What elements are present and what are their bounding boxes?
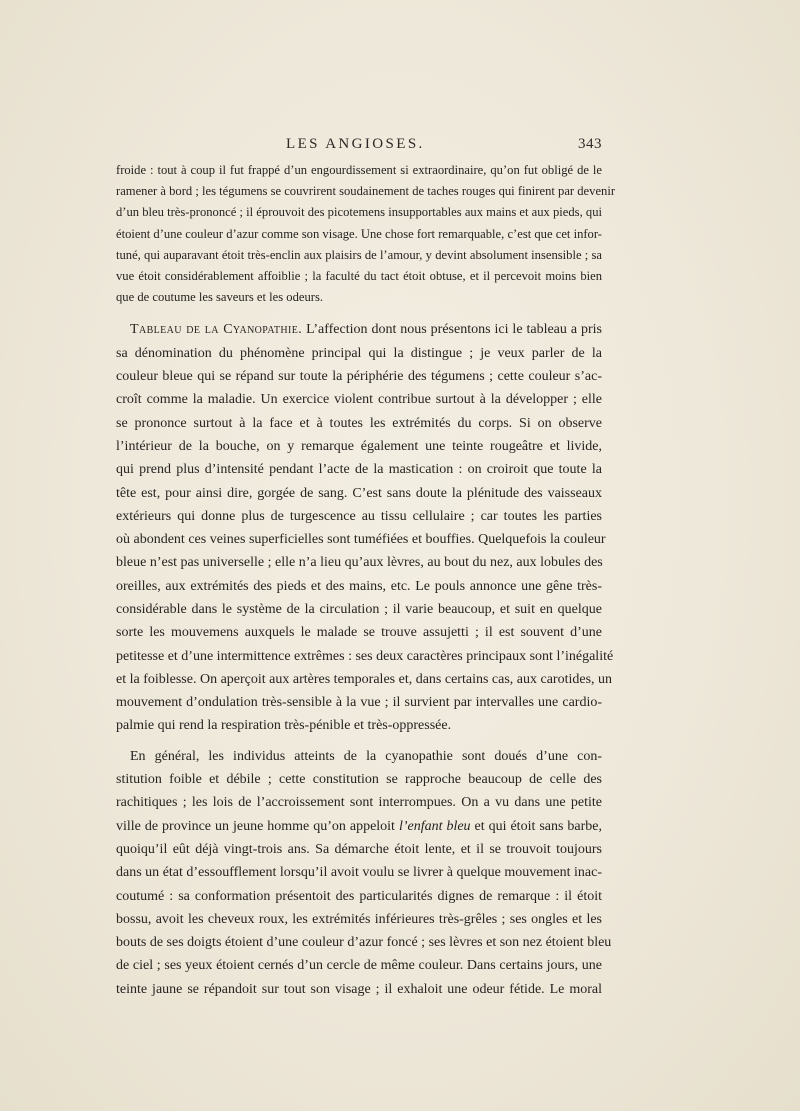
text-line: extérieurs qui donne plus de turgescence au tissu cellulaire ; car toutes les parties [116, 508, 602, 524]
text-run: et qui étoit sans barbe, [470, 818, 602, 834]
text-run: ville de province un jeune homme qu’on appeloit [116, 818, 399, 834]
text-line: sorte les mouvemens auxquels le malade se trouve assujetti ; il est souvent d’une [116, 625, 602, 641]
text-line: stitution foible et débile ; cette constitution se rapproche beaucoup de celle des [116, 772, 602, 788]
text-line: considérable dans le système de la circulation ; il varie beaucoup, et suit en quelque [116, 601, 602, 617]
text-line: couleur bleue qui se répand sur toute la périphérie des tégumens ; cette couleur s’ac- [116, 369, 602, 385]
text-line: qui prend plus d’intensité pendant l’acte de la mastication : on croiroit que toute la [116, 462, 602, 478]
text-line: oreilles, aux extrémités des pieds et des mains, etc. Le pouls annonce une gêne très- [116, 578, 602, 594]
text-line: se prononce surtout à la face et à toutes les extrémités du corps. Si on observe [116, 415, 602, 431]
text-line: de ciel ; ses yeux étoient cernés d’un cercle de même couleur. Dans certains jours, une [116, 958, 602, 974]
text-line: que de coutume les saveurs et les odeurs. [116, 290, 324, 305]
text-line: sa dénomination du phénomène principal qui la distingue ; je veux parler de la [116, 345, 602, 361]
italic-phrase: l’enfant bleu [398, 818, 471, 834]
text-line: ramener à bord ; les tégumens se couvrirent soudainement de taches rouges qui finirent par devenir [116, 184, 616, 199]
text-line: croît comme la maladie. Un exercice violent contribue surtout à la développer ; elle [116, 392, 602, 408]
paragraph-2 [116, 318, 614, 737]
text-line: En général, les individus atteints de la cyanopathie sont doués d’une con- [130, 748, 602, 764]
text-line: tuné, qui auparavant étoit très-enclin aux plaisirs de l’amour, y devint absolument insensible ; sa [116, 247, 602, 262]
text-run: L’affection dont nous présentons ici le tableau a pris [302, 322, 602, 338]
paragraph-3 [116, 745, 612, 1001]
text-line: dans un état d’essoufflement lorsqu’il avoit voulu se livrer à quelque mouvement inac- [116, 865, 602, 881]
text-line: d’un bleu très-prononcé ; il éprouvoit des picotemens insupportables aux mains et aux pieds, qui [116, 205, 602, 220]
text-line: palmie qui rend la respiration très-pénible et très-oppressée. [116, 718, 452, 734]
text-line: petitesse et d’une intermittence extrêmes : ses deux caractères principaux sont l’inégalité [116, 648, 614, 664]
text-line: bleue n’est pas universelle ; elle n’a lieu qu’aux lèvres, au bout du nez, aux lobules des [116, 555, 603, 571]
text-line: mouvement d’ondulation très-sensible à la vue ; il survient par intervalles une cardio- [116, 695, 602, 711]
text-line: coutumé : sa conformation présentoit des particularités dignes de remarque : il étoit [116, 888, 602, 904]
running-head: LES ANGIOSES. [286, 136, 425, 152]
text-line: et la foiblesse. On aperçoit aux artères temporales et, dans certains cas, aux carotides, un [116, 671, 613, 687]
page-header [116, 136, 602, 160]
paragraph-1 [116, 160, 616, 308]
text-line: étoient d’une couleur d’azur comme son visage. Une chose fort remarquable, c’est que cet infor- [116, 226, 602, 241]
text-line: teinte jaune se répandoit sur tout son visage ; il exhaloit une odeur fétide. Le moral [116, 981, 602, 997]
text-line: bossu, avoit les cheveux roux, les extrémités inférieures très-grêles ; ses ongles et les [116, 911, 602, 927]
section-heading: Tableau de la Cyanopathie. [130, 322, 303, 338]
body-text [116, 160, 616, 1001]
text-line: froide : tout à coup il fut frappé d’un engourdissement si extraordinaire, qu’on fut obligé de le [116, 163, 602, 177]
page-number: 343 [578, 136, 602, 152]
text-line [116, 815, 602, 838]
text-line: bouts de ses doigts étoient d’une couleur d’azur foncé ; ses lèvres et son nez étoient bleu [116, 935, 612, 951]
text-line: l’intérieur de la bouche, on y remarque également une teinte rougeâtre et livide, [116, 438, 602, 454]
text-line: rachitiques ; les lois de l’accroissement sont interrompues. On a vu dans une petite [116, 795, 602, 811]
text-line: quoiqu’il eût déjà vingt-trois ans. Sa démarche étoit lente, et il se trouvoit toujours [116, 841, 602, 857]
text-line: où abondent ces veines superficielles sont tuméfiées et bouffies. Quelquefois la couleur [116, 532, 606, 548]
text-line: vue étoit considérablement affoiblie ; la faculté du tact étoit obtuse, et il percevoit moins bien [116, 269, 602, 284]
text-line [116, 318, 602, 341]
text-line: tête est, pour ainsi dire, gorgée de sang. C’est sans doute la plénitude des vaisseaux [116, 485, 602, 501]
